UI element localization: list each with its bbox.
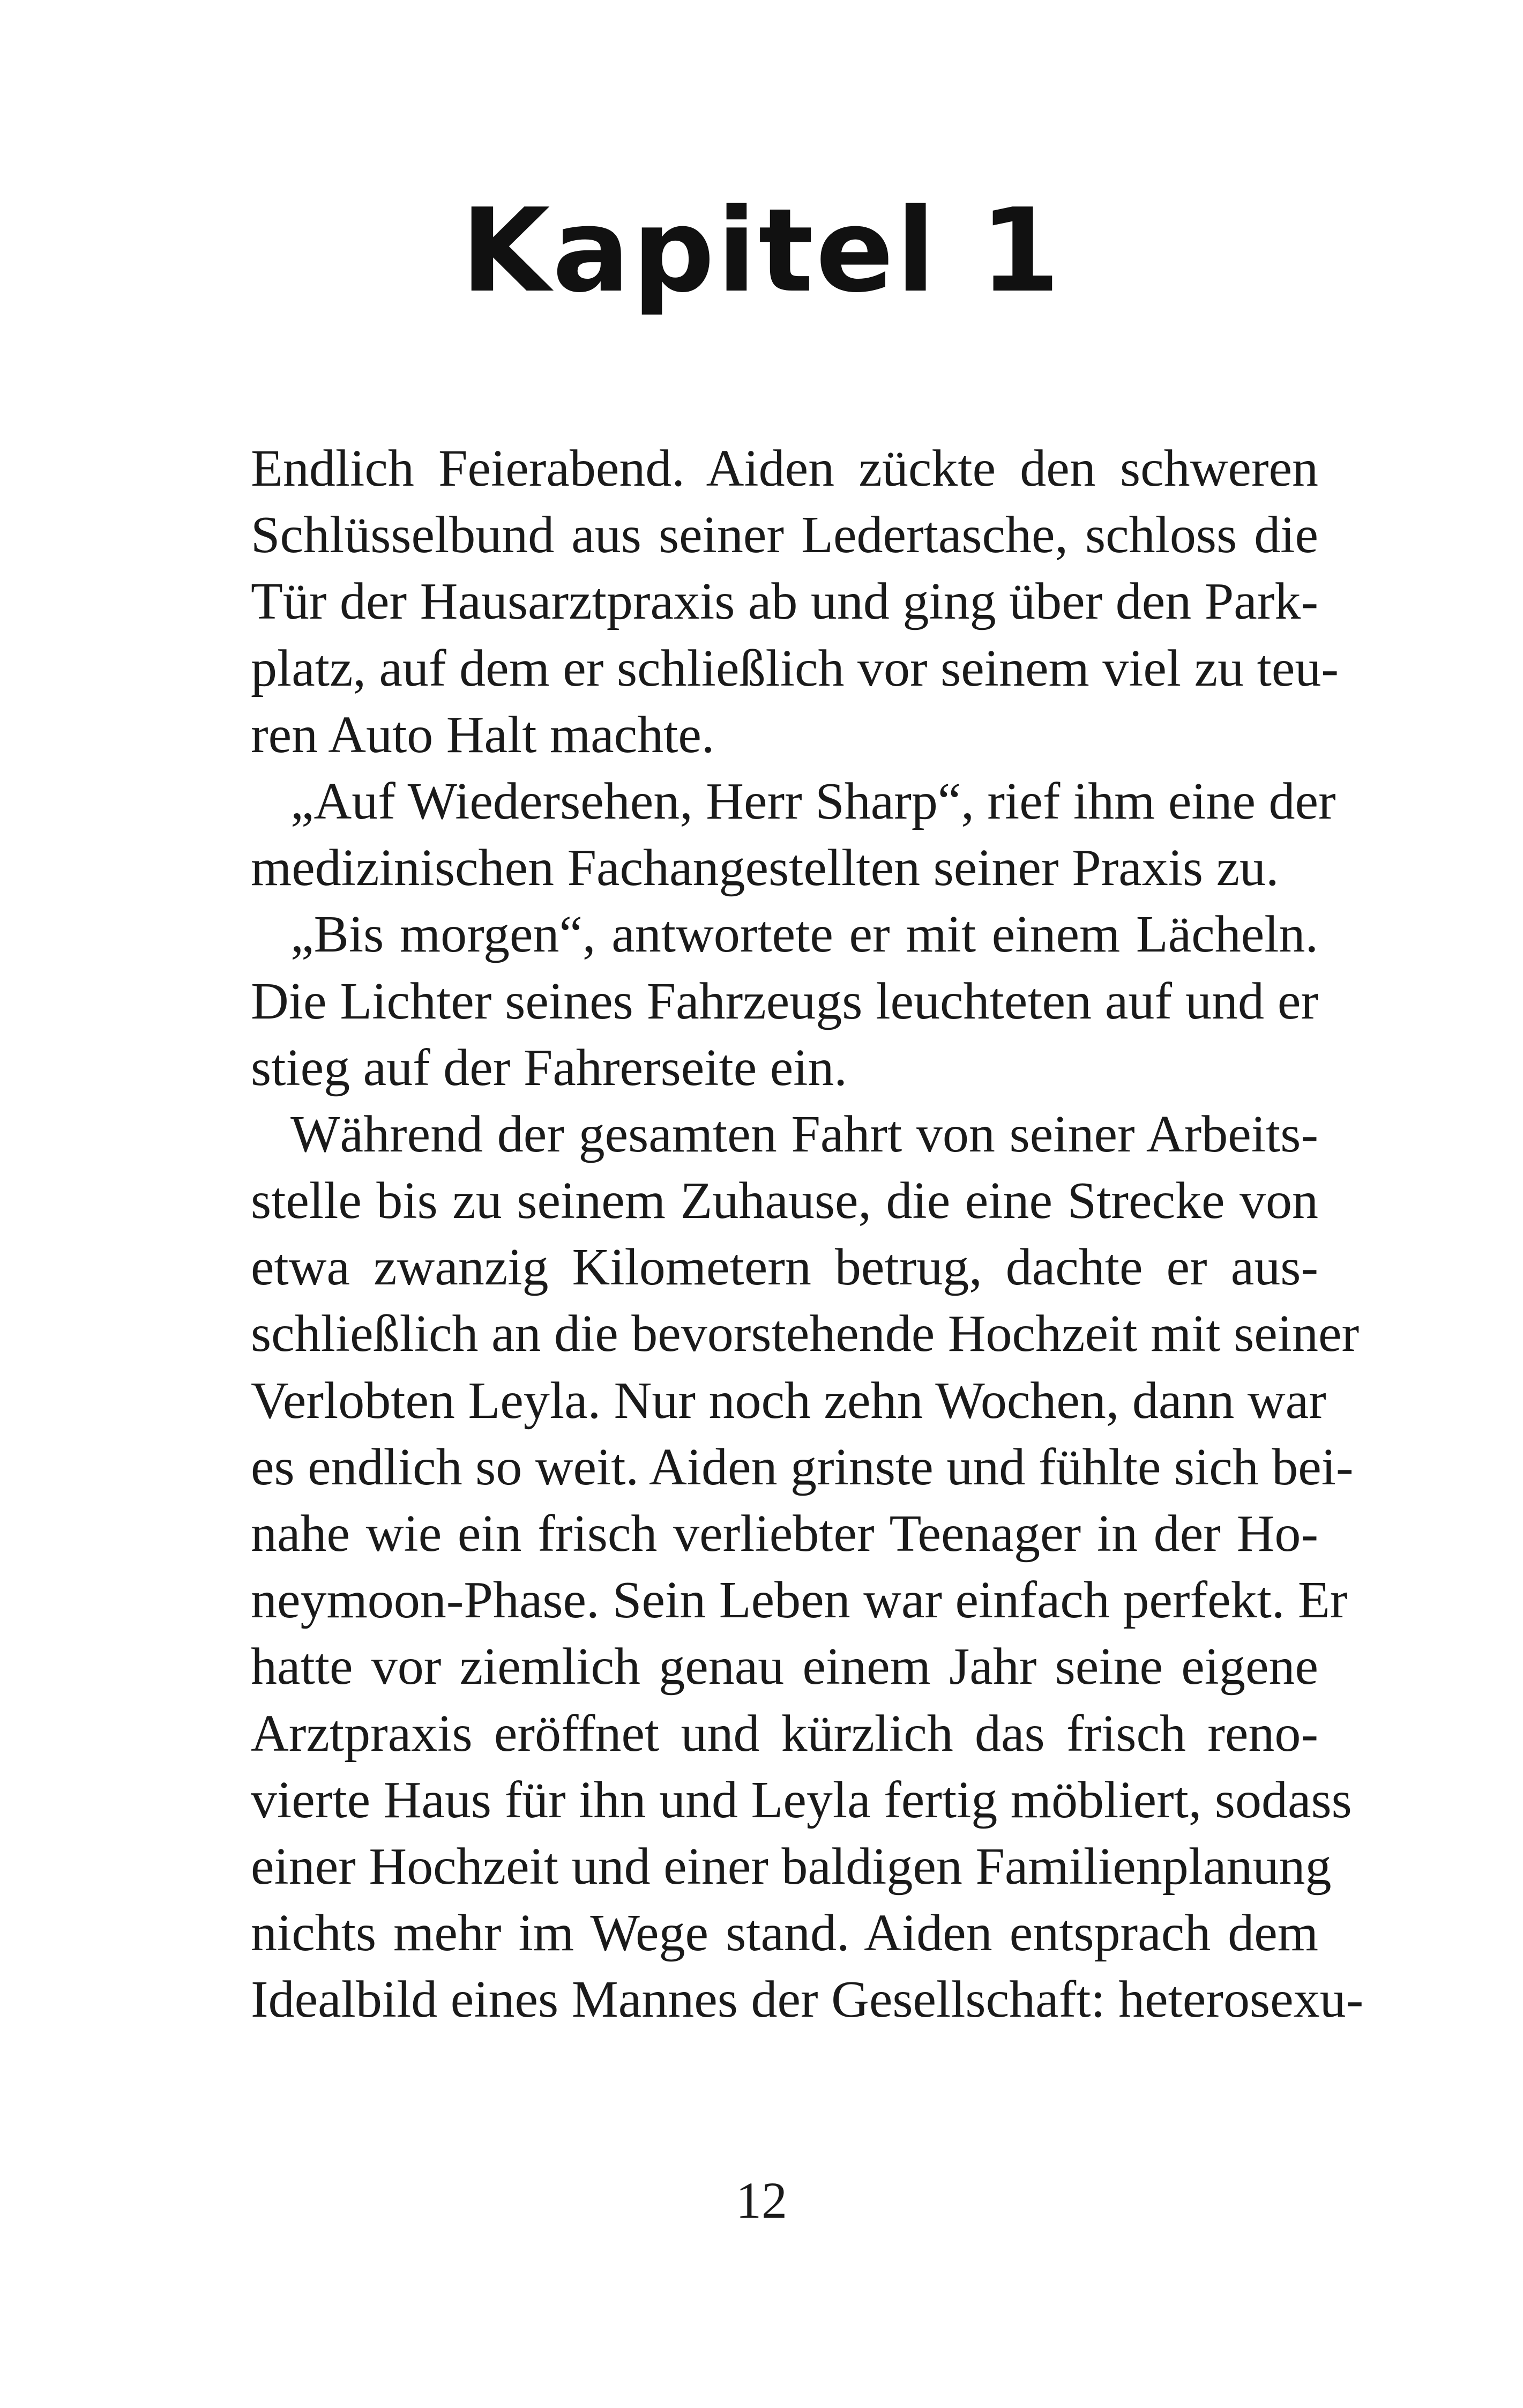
chapter-title: Kapitel 1 (460, 183, 1063, 318)
text-line: Schlüsselbund aus seiner Ledertasche, schloss die (251, 506, 1318, 564)
text-line: schließlich an die bevorstehende Hochzeit mit seiner (251, 1305, 1360, 1363)
text-line: stelle bis zu seinem Zuhause, die eine Strecke von (251, 1172, 1318, 1230)
text-line: Tür der Hausarztpraxis ab und ging über den Park- (251, 573, 1319, 631)
text-line: Endlich Feierabend. Aiden zückte den schweren (251, 440, 1318, 497)
text-line: es endlich so weit. Aiden grinste und fühlte sich bei- (251, 1438, 1354, 1496)
page-number: 12 (736, 2172, 787, 2229)
text-line: Die Lichter seines Fahrzeugs leuchteten auf und er (251, 972, 1318, 1030)
text-line: ren Auto Halt machte. (251, 705, 715, 764)
text-line: vierte Haus für ihn und Leyla fertig möbliert, sodass (251, 1771, 1352, 1829)
text-line: „Bis morgen“, antwortete er mit einem Lächeln. (290, 905, 1318, 964)
chapter-body-text (251, 435, 1364, 2033)
text-line: platz, auf dem er schließlich vor seinem viel zu teu- (251, 639, 1339, 697)
text-line: neymoon-Phase. Sein Leben war einfach perfekt. Er (251, 1571, 1348, 1630)
text-line: Während der gesamten Fahrt von seiner Arbeits- (290, 1105, 1318, 1163)
text-line: Arztpraxis eröffnet und kürzlich das frisch reno- (251, 1704, 1318, 1763)
text-line: stieg auf der Fahrerseite ein. (251, 1038, 847, 1097)
text-line: Idealbild eines Mannes der Gesellschaft: heterosexu- (251, 1971, 1364, 2029)
text-line: medizinischen Fachangestellten seiner Praxis zu. (251, 839, 1279, 897)
text-line: nahe wie ein frisch verliebter Teenager in der Ho- (251, 1505, 1318, 1563)
text-line: „Auf Wiedersehen, Herr Sharp“, rief ihm eine der (290, 772, 1336, 830)
text-line: Verlobten Leyla. Nur noch zehn Wochen, dann war (251, 1371, 1326, 1430)
text-line: hatte vor ziemlich genau einem Jahr seine eigene (251, 1638, 1318, 1696)
text-line: einer Hochzeit und einer baldigen Familienplanung (251, 1837, 1332, 1896)
text-line: etwa zwanzig Kilometern betrug, dachte er aus- (251, 1238, 1318, 1297)
text-line: nichts mehr im Wege stand. Aiden entsprach dem (251, 1904, 1318, 1963)
